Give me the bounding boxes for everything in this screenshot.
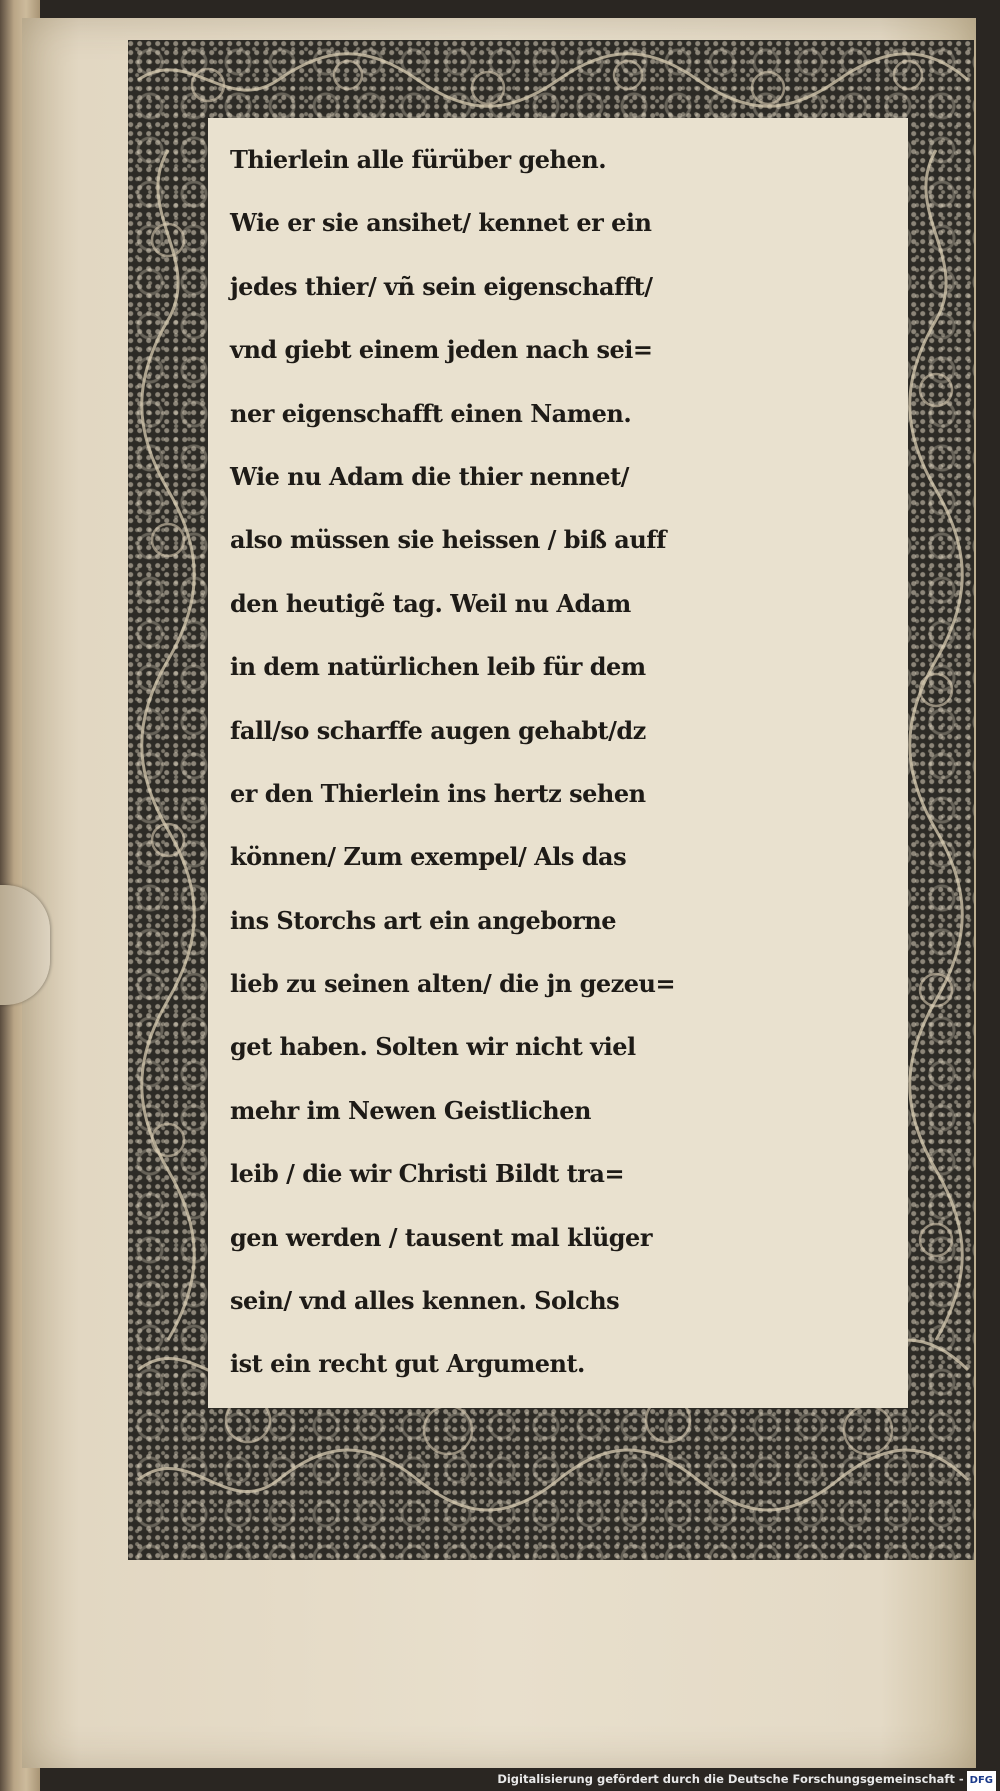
dfg-logo: DFG	[967, 1771, 996, 1791]
text-line: Wie nu Adam die thier nennet/	[230, 461, 629, 491]
page-text	[230, 128, 900, 1396]
text-line: leib / die wir Christi Bildt tra=	[230, 1159, 625, 1189]
text-line: er den Thierlein ins hertz sehen	[230, 778, 646, 808]
text-line: mehr im Newen Geistlichen	[230, 1095, 591, 1125]
text-line: in dem natürlichen leib für dem	[230, 652, 646, 682]
text-line: ins Storchs art ein angeborne	[230, 905, 616, 935]
text-line: sein/ vnd alles kennen. Solchs	[230, 1286, 620, 1316]
text-line: den heutigẽ tag. Weil nu Adam	[230, 588, 631, 618]
text-line: fall/so scharffe augen gehabt/dz	[230, 715, 646, 745]
text-line: jedes thier/ vñ sein eigenschafft/	[230, 271, 653, 301]
text-line: Wie er sie ansihet/ kennet er ein	[230, 208, 652, 238]
credit-text: Digitalisierung gefördert durch die Deutsche Forschungsgemeinschaft -	[497, 1772, 964, 1786]
digitization-credit	[497, 1769, 996, 1789]
text-line: können/ Zum exempel/ Als das	[230, 842, 627, 872]
text-line: ist ein recht gut Argument.	[230, 1349, 585, 1379]
text-line: Thierlein alle fürüber gehen.	[230, 145, 607, 174]
text-line: get haben. Solten wir nicht viel	[230, 1032, 636, 1062]
text-line: also müssen sie heissen / biß auff	[230, 525, 666, 555]
text-line: ner eigenschafft einen Namen.	[230, 398, 632, 428]
text-line: gen werden / tausent mal klüger	[230, 1222, 652, 1252]
text-line: lieb zu seinen alten/ die jn gezeu=	[230, 969, 676, 999]
text-line: vnd giebt einem jeden nach sei=	[230, 335, 653, 365]
